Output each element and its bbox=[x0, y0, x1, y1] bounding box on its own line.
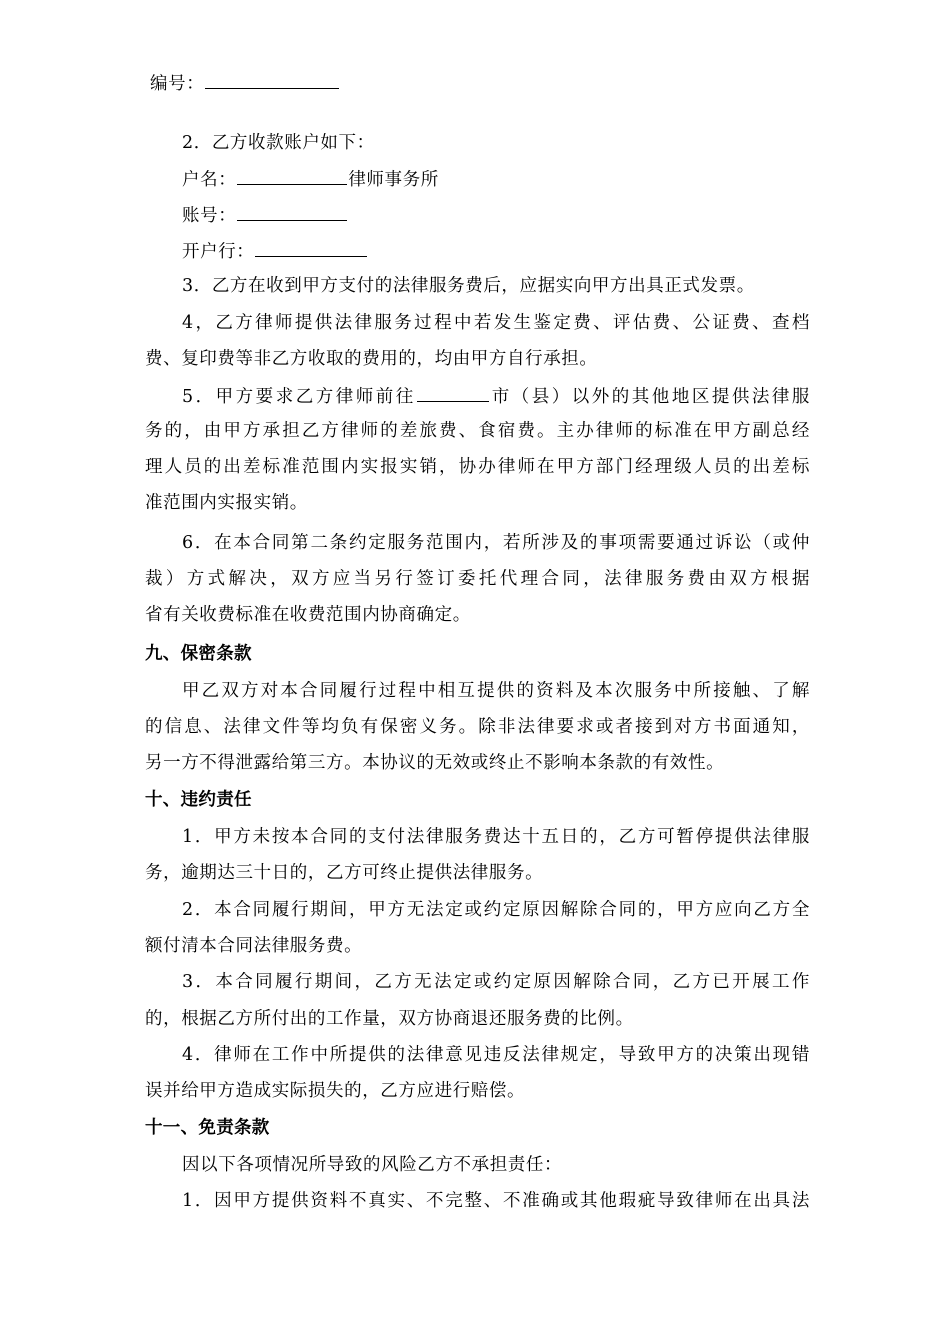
account-name-blank bbox=[237, 166, 347, 185]
contract-number-blank bbox=[205, 70, 339, 89]
s8-item4-line1: 4，乙方律师提供法律服务过程中若发生鉴定费、评估费、公证费、查档 bbox=[182, 313, 810, 333]
s9-para-line1: 甲乙双方对本合同履行过程中相互提供的资料及本次服务中所接触、了解 bbox=[182, 681, 810, 701]
s8-item5-line1 bbox=[182, 383, 810, 409]
contract-number-row bbox=[150, 70, 815, 96]
contract-number-label: 编号： bbox=[150, 74, 205, 94]
section10-heading: 十、违约责任 bbox=[145, 790, 252, 810]
s8-item6-line1: 6．在本合同第二条约定服务范围内，若所涉及的事项需要通过诉讼（或仲 bbox=[182, 533, 810, 553]
section9-heading: 九、保密条款 bbox=[145, 644, 252, 664]
s8-item6-line3: 省有关收费标准在收费范围内协商确定。 bbox=[145, 605, 471, 625]
s10-item3-line1: 3．本合同履行期间，乙方无法定或约定原因解除合同，乙方已开展工作 bbox=[182, 972, 810, 992]
item5-text-b: 市（县）以外的其他地区提供法律服 bbox=[489, 387, 810, 407]
account-name-label: 户名： bbox=[182, 170, 237, 190]
s11-item1-line1: 1．因甲方提供资料不真实、不完整、不准确或其他瑕疵导致律师在出具法 bbox=[182, 1191, 810, 1211]
s8-item5-line3: 理人员的出差标准范围内实报实销，协办律师在甲方部门经理级人员的出差标 bbox=[145, 457, 810, 477]
s10-item1-line1: 1．甲方未按本合同的支付法律服务费达十五日的，乙方可暂停提供法律服 bbox=[182, 827, 810, 847]
s8-account-name-row bbox=[182, 166, 810, 192]
account-name-suffix: 律师事务所 bbox=[348, 170, 439, 190]
s9-para-line3: 另一方不得泄露给第三方。本协议的无效或终止不影响本条款的有效性。 bbox=[145, 753, 725, 773]
s10-item1-line2: 务，逾期达三十日的，乙方可终止提供法律服务。 bbox=[145, 863, 544, 883]
item5-text-a: 5．甲方要求乙方律师前往 bbox=[182, 387, 416, 407]
s8-item5-line2: 务的，由甲方承担乙方律师的差旅费、食宿费。主办律师的标准在甲方副总经 bbox=[145, 421, 810, 441]
account-no-label: 账号： bbox=[182, 206, 237, 226]
s10-item3-line2: 的，根据乙方所付出的工作量，双方协商退还服务费的比例。 bbox=[145, 1009, 634, 1029]
section11-heading: 十一、免责条款 bbox=[145, 1118, 270, 1138]
s8-bank-row bbox=[182, 238, 810, 264]
s10-item4-line1: 4．律师在工作中所提供的法律意见违反法律规定，导致甲方的决策出现错 bbox=[182, 1045, 810, 1065]
bank-blank bbox=[255, 238, 367, 257]
s8-item2-title: 2．乙方收款账户如下： bbox=[182, 133, 375, 153]
s11-intro: 因以下各项情况所导致的风险乙方不承担责任： bbox=[182, 1155, 563, 1175]
s8-item4-line2: 费、复印费等非乙方收取的费用的，均由甲方自行承担。 bbox=[145, 349, 598, 369]
s8-account-no-row bbox=[182, 202, 810, 228]
s8-item5-line4: 准范围内实报实销。 bbox=[145, 493, 308, 513]
s10-item2-line1: 2．本合同履行期间，甲方无法定或约定原因解除合同的，甲方应向乙方全 bbox=[182, 900, 810, 920]
s10-item4-line2: 误并给甲方造成实际损失的，乙方应进行赔偿。 bbox=[145, 1081, 526, 1101]
s10-item2-line2: 额付清本合同法律服务费。 bbox=[145, 936, 363, 956]
city-blank bbox=[417, 383, 489, 402]
account-no-blank bbox=[237, 202, 347, 221]
s8-item6-line2: 裁）方式解决，双方应当另行签订委托代理合同，法律服务费由双方根据 bbox=[145, 569, 810, 589]
s9-para-line2: 的信息、法律文件等均负有保密义务。除非法律要求或者接到对方书面通知， bbox=[145, 717, 810, 737]
bank-label: 开户行： bbox=[182, 242, 255, 262]
s8-item3: 3．乙方在收到甲方支付的法律服务费后，应据实向甲方出具正式发票。 bbox=[182, 276, 755, 296]
